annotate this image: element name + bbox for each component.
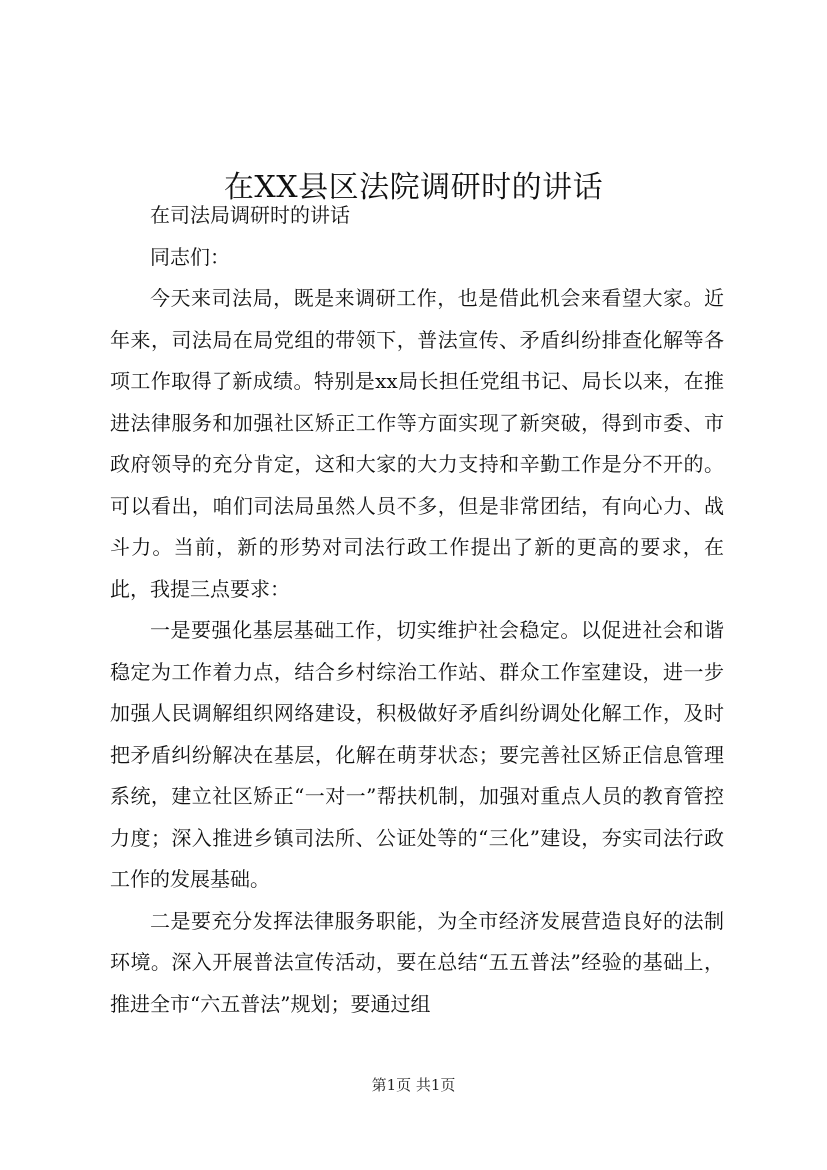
document-body (110, 195, 724, 1025)
paragraph-point-two: 二是要充分发挥法律服务职能，为全市经济发展营造良好的法制环境。深入开展普法宣传活动，要在总结“五五普法”经验的基础上，推进全市“六五普法”规划；要通过组 (110, 908, 724, 1016)
paragraph-intro: 今天来司法局，既是来调研工作，也是借此机会来看望大家。近年来，司法局在局党组的带领下，普法宣传、矛盾纠纷排查化解等各项工作取得了新成绩。特别是xx局长担任党组书记、局长以来，在推进法律服务和加强社区矫正工作等方面实现了新突破，得到市委、市政府领导的充分肯定，这和大家的大力支持和辛勤工作是分不开的。可以看出，咱们司法局虽然人员不多，但是非常团结，有向心力、战斗力。当前，新的形势对司法行政工作提出了新的更高的要求，在此，我提三点要求： (110, 286, 724, 601)
paragraph-subtitle: 在司法局调研时的讲话 (150, 203, 350, 227)
paragraph-point-one: 一是要强化基层基础工作，切实维护社会稳定。以促进社会和谐稳定为工作着力点，结合乡村综治工作站、群众工作室建设，进一步加强人民调解组织网络建设，积极做好矛盾纠纷调处化解工作，及时把矛盾纠纷解决在基层，化解在萌芽状态；要完善社区矫正信息管理系统，建立社区矫正“一对一”帮扶机制，加强对重点人员的教育管控力度；深入推进乡镇司法所、公证处等的“三化”建设，夯实司法行政工作的发展基础。 (110, 618, 724, 891)
page-number-footer: 第1页 共1页 (371, 1076, 456, 1094)
paragraph-greeting: 同志们： (150, 244, 230, 269)
document-title: 在XX县区法院调研时的讲话 (223, 170, 604, 206)
